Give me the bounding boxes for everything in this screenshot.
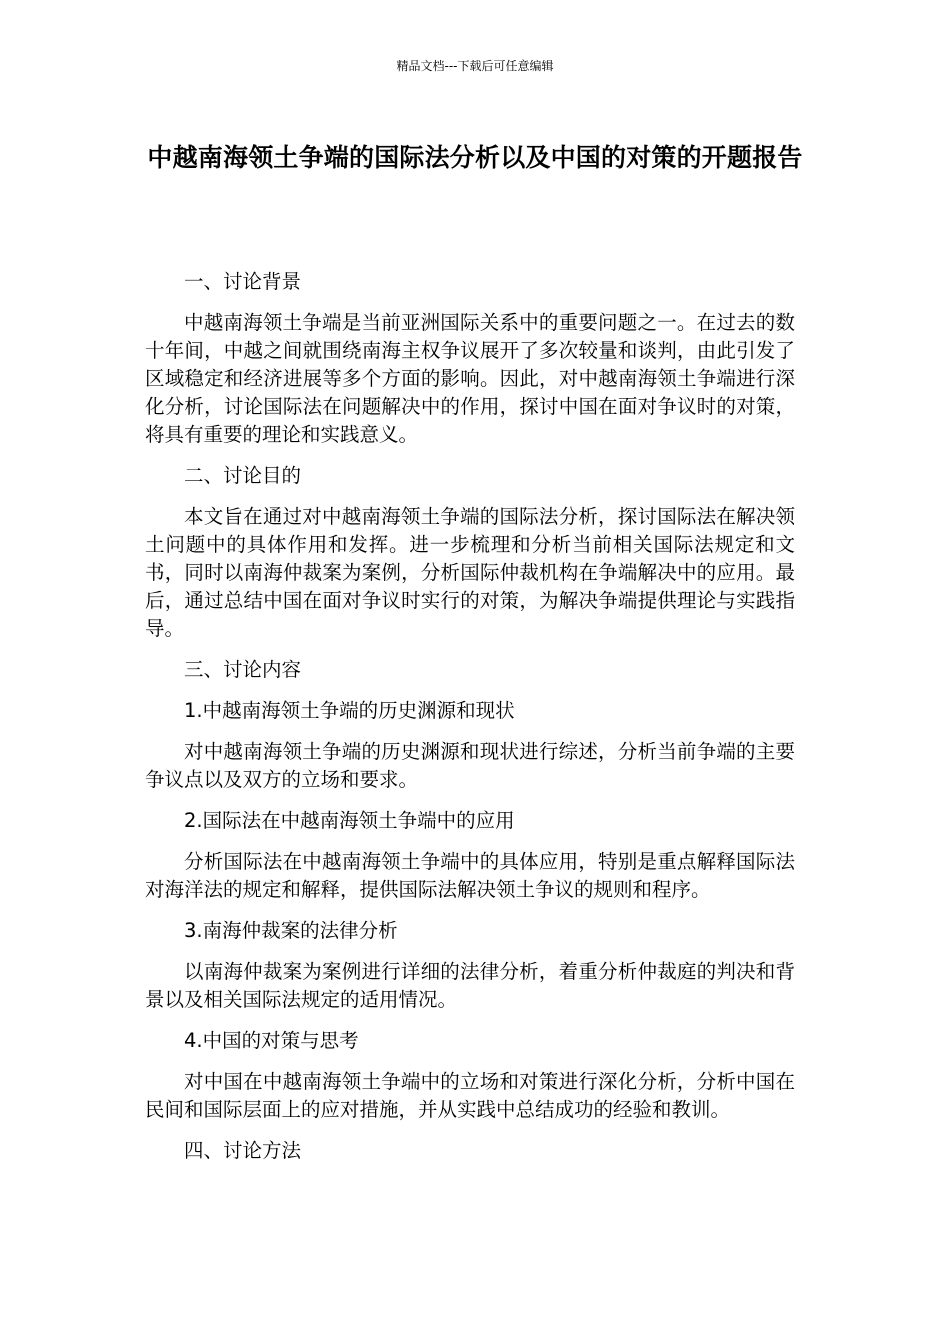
subheading-arbitration: 3.南海仲裁案的法律分析 (184, 919, 398, 942)
paragraph-purpose: 本文旨在通过对中越南海领土争端的国际法分析，探讨国际法在解决领土问题中的具体作用和发挥。进一步梳理和分析当前相关国际法规定和文书，同时以南海仲裁案为案例，分析国际仲裁机构在争端解决中的应用。最后，通过总结中国在面对争议时实行的对策，为解决争端提供理论与实践指导。 (145, 505, 795, 640)
document-title: 中越南海领土争端的国际法分析以及中国的对策的开题报告 (147, 143, 803, 172)
paragraph-arbitration: 以南海仲裁案为案例进行详细的法律分析，着重分析仲裁庭的判决和背景以及相关国际法规定的适用情况。 (145, 960, 795, 1011)
header-note: 精品文档---下载后可任意编辑 (396, 59, 554, 73)
section-heading-purpose: 二、讨论目的 (184, 464, 302, 487)
paragraph-international-law: 分析国际法在中越南海领土争端中的具体应用，特别是重点解释国际法对海洋法的规定和解释，提供国际法解决领土争议的规则和程序。 (145, 850, 795, 901)
paragraph-history: 对中越南海领土争端的历史渊源和现状进行综述，分析当前争端的主要争议点以及双方的立场和要求。 (145, 740, 795, 791)
paragraph-background: 中越南海领土争端是当前亚洲国际关系中的重要问题之一。在过去的数十年间，中越之间就围绕南海主权争议展开了多次较量和谈判，由此引发了区域稳定和经济进展等多个方面的影响。因此，对中越南海领土争端进行深化分析，讨论国际法在问题解决中的作用，探讨中国在面对争议时的对策，将具有重要的理论和实践意义。 (145, 311, 795, 446)
subheading-history: 1.中越南海领土争端的历史渊源和现状 (184, 699, 515, 722)
subheading-international-law: 2.国际法在中越南海领土争端中的应用 (184, 809, 515, 832)
section-heading-methods: 四、讨论方法 (184, 1139, 302, 1162)
subheading-china-strategy: 4.中国的对策与思考 (184, 1029, 359, 1052)
document-body (145, 268, 795, 1178)
section-heading-content: 三、讨论内容 (184, 658, 302, 681)
section-heading-background: 一、讨论背景 (184, 270, 302, 293)
paragraph-china-strategy: 对中国在中越南海领土争端中的立场和对策进行深化分析，分析中国在民间和国际层面上的应对措施，并从实践中总结成功的经验和教训。 (145, 1070, 795, 1121)
